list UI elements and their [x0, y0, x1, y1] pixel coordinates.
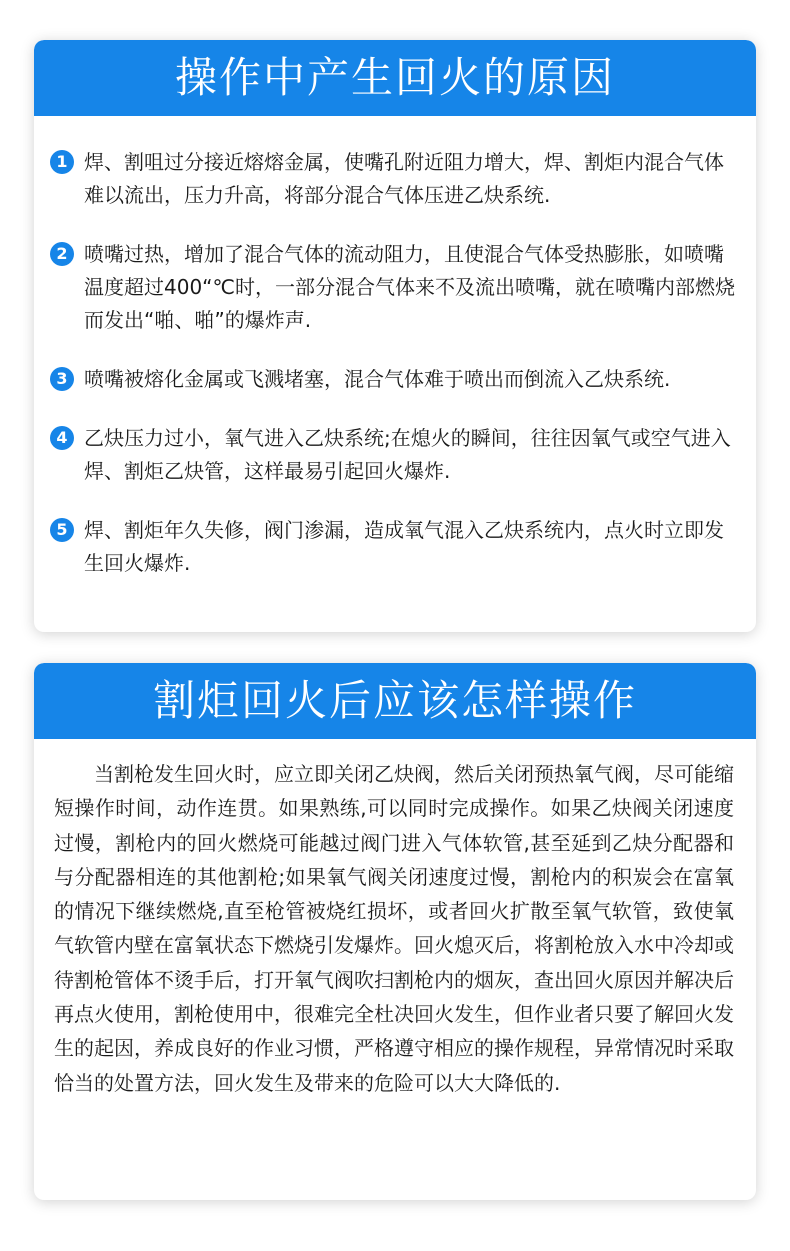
list-item — [50, 422, 736, 488]
item-text: 焊、割咀过分接近熔熔金属，使嘴孔附近阻力增大，焊、割炬内混合气体难以流出，压力升高，将部分混合气体压进乙炔系统. — [84, 150, 724, 207]
list-item — [50, 146, 736, 212]
number-badge-icon: 4 — [50, 426, 74, 450]
number-badge-icon: 2 — [50, 242, 74, 266]
operation-card — [34, 663, 756, 1200]
item-text: 焊、割炬年久失修，阀门渗漏，造成氧气混入乙炔系统内，点火时立即发生回火爆炸. — [84, 518, 724, 575]
number-badge-icon: 5 — [50, 518, 74, 542]
causes-list — [34, 116, 756, 580]
item-text: 喷嘴被熔化金属或飞溅堵塞，混合气体难于喷出而倒流入乙炔系统. — [84, 367, 671, 391]
number-badge-icon: 3 — [50, 367, 74, 391]
causes-card — [34, 40, 756, 632]
list-item — [50, 514, 736, 580]
list-item — [50, 238, 736, 337]
list-item — [50, 363, 736, 396]
number-badge-icon: 1 — [50, 150, 74, 174]
operation-title: 割炬回火后应该怎样操作 — [34, 663, 756, 739]
item-text: 喷嘴过热，增加了混合气体的流动阻力，且使混合气体受热膨胀，如喷嘴温度超过400“℃时，一部分混合气体来不及流出喷嘴，就在喷嘴内部燃烧而发出“啪、啪”的爆炸声. — [84, 242, 735, 332]
causes-title: 操作中产生回火的原因 — [34, 40, 756, 116]
item-text: 乙炔压力过小，氧气进入乙炔系统;在熄火的瞬间，往往因氧气或空气进入焊、割炬乙炔管，这样最易引起回火爆炸. — [84, 426, 731, 483]
operation-paragraph: 当割枪发生回火时，应立即关闭乙炔阀，然后关闭预热氧气阀，尽可能缩短操作时间，动作连贯。如果熟练,可以同时完成操作。如果乙炔阀关闭速度过慢，割枪内的回火燃烧可能越过阀门进入气体软管,甚至延到乙炔分配器和与分配器相连的其他割枪;如果氧气阀关闭速度过慢，割枪内的积炭会在富氧的情况下继续燃烧,直至枪管被烧红损坏，或者回火扩散至氧气软管，致使氧气软管内壁在富氧状态下燃烧引发爆炸。回火熄灭后，将割枪放入水中冷却或待割枪管体不烫手后，打开氧气阀吹扫割枪内的烟灰，查出回火原因并解决后再点火使用，割枪使用中，很难完全杜决回火发生，但作业者只要了解回火发生的起因，养成良好的作业习惯，严格遵守相应的操作规程，异常情况时采取恰当的处置方法，回火发生及带来的危险可以大大降低的. — [54, 762, 734, 1095]
